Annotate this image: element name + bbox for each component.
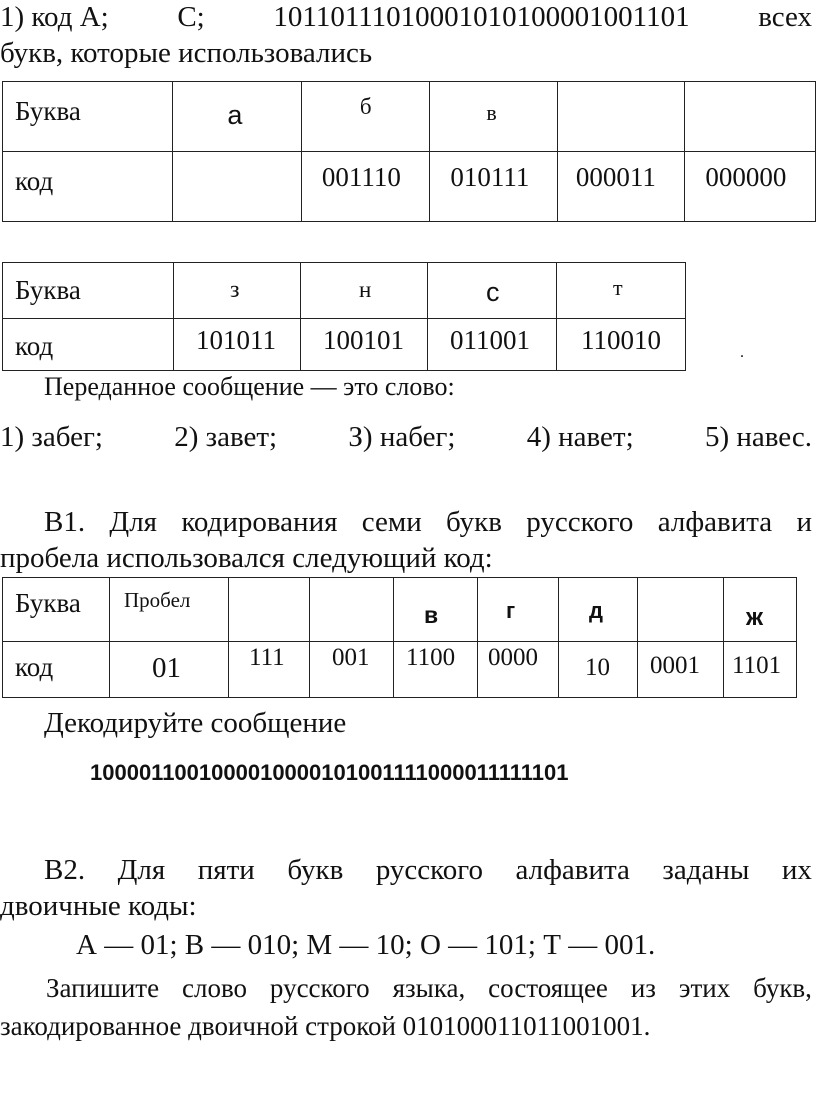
table2-letter: з <box>230 277 240 303</box>
b1-encoded-message: 1000011001000010000101001111000011111101 <box>90 760 569 785</box>
b2-word: русского <box>375 854 483 886</box>
table3-code: 0000 <box>488 644 538 671</box>
table1-letter: а <box>227 100 243 130</box>
table2-letter: с <box>486 277 500 307</box>
b2-instr-word: Запишите <box>46 973 160 1003</box>
b2-instr-word: русского <box>269 973 370 1003</box>
table3-letter: Пробел <box>124 588 191 612</box>
b1-word: и <box>796 506 812 538</box>
table3-letter: в <box>424 602 439 628</box>
b2-word: В2. <box>44 854 86 886</box>
intro-line-1 <box>0 0 812 34</box>
table3-header-label: Буква <box>15 588 81 618</box>
table3-code: 10 <box>585 654 610 681</box>
b2-word: алфавита <box>515 854 630 886</box>
b2-instr-word: этих <box>678 973 731 1003</box>
table1-letter: б <box>359 94 372 119</box>
intro-part-4: всех <box>758 1 812 33</box>
table3-letter: г <box>506 598 516 623</box>
intro-part-3: 10110111010001010100001001101 <box>273 1 690 33</box>
b2-word: их <box>781 854 812 886</box>
b2-instr-word: из <box>630 973 656 1003</box>
b2-word: пяти <box>197 854 255 886</box>
table3-code-label: код <box>15 652 54 682</box>
intro-part-1: 1) код А; <box>0 1 109 33</box>
table2-letter: н <box>359 277 372 302</box>
question1-prompt: Переданное сообщение — это слово: <box>44 372 455 401</box>
b2-instruction-line-1 <box>46 972 812 1004</box>
table2-code: 110010 <box>581 325 661 355</box>
code-table-1 <box>2 81 816 222</box>
table2-letter: т <box>613 275 623 300</box>
code-table-3 <box>2 577 797 698</box>
table1-code: 010111 <box>450 162 530 192</box>
table1-code-label: код <box>15 166 54 196</box>
table1-code: 000000 <box>705 162 787 192</box>
table2-code: 011001 <box>450 325 530 355</box>
option-5: 5) навес. <box>704 421 812 453</box>
table2-header-label: Буква <box>15 275 81 305</box>
b1-word: семи <box>361 506 422 538</box>
b1-word: кодирования <box>181 506 338 538</box>
b1-line-1 <box>44 505 812 539</box>
b2-line-2: двоичные коды: <box>0 890 197 922</box>
b2-instruction-line-2: закодированное двоичной строкой 010100011011001001. <box>0 1011 651 1041</box>
option-2: 2) завет; <box>174 421 278 453</box>
b2-instr-word: языка, <box>392 973 466 1003</box>
b2-instr-word: состоящее <box>488 973 608 1003</box>
b1-word: Для <box>109 506 157 538</box>
table3-code: 0001 <box>650 652 700 679</box>
table3-code: 1101 <box>732 652 782 679</box>
b2-word: заданы <box>662 854 750 886</box>
table1-letter: в <box>486 100 497 125</box>
option-4: 4) навет; <box>526 421 634 453</box>
b2-codes: А — 01; В — 010; М — 10; О — 101; Т — 001. <box>76 929 656 961</box>
b1-word: букв <box>446 506 502 538</box>
b2-instr-word: слово <box>181 973 248 1003</box>
intro-line-2: букв, которые использовались <box>0 37 373 69</box>
table1-code: 000011 <box>575 162 656 192</box>
table3-letter: д <box>589 598 603 623</box>
question1-options <box>0 420 812 454</box>
table3-code: 1100 <box>406 644 456 671</box>
code-table-2 <box>2 262 686 371</box>
b1-line-2: пробела использовался следующий код: <box>0 542 493 574</box>
b1-word: В1. <box>44 506 86 538</box>
table2-code-label: код <box>15 331 54 361</box>
stray-dot: . <box>740 344 744 361</box>
b1-word: русского <box>526 506 634 538</box>
b2-instr-word: букв, <box>753 973 812 1003</box>
option-3: З) набег; <box>348 421 456 453</box>
b1-word: алфавита <box>657 506 773 538</box>
table3-code: 111 <box>249 644 285 671</box>
b2-word: Для <box>117 854 166 886</box>
table3-letter: ж <box>746 604 764 631</box>
table1-code: 001110 <box>321 162 401 192</box>
table1-header-label: Буква <box>15 96 81 126</box>
table2-code: 100101 <box>323 325 404 355</box>
b2-word: букв <box>287 854 344 886</box>
intro-part-2: С; <box>177 1 205 33</box>
option-1: 1) забег; <box>0 421 103 453</box>
table3-code: 01 <box>152 652 181 684</box>
b1-decode-label: Декодируйте сообщение <box>44 707 347 739</box>
table3-code: 001 <box>332 644 370 671</box>
b2-line-1 <box>44 853 812 887</box>
table2-code: 101011 <box>196 325 276 355</box>
